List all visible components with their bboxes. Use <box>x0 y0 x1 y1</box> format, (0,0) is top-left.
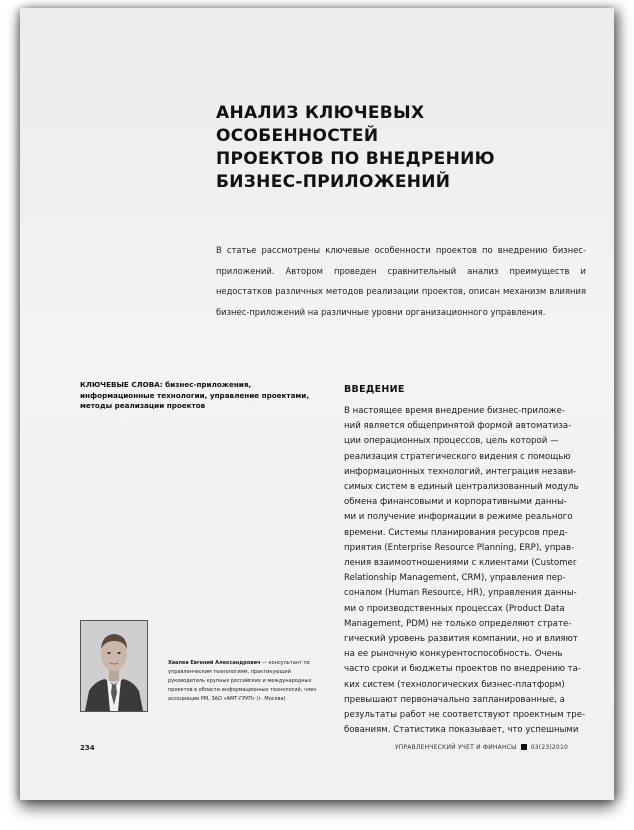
article-title <box>216 102 576 194</box>
body-line: симых систем в единый централизованный модуль <box>344 482 579 493</box>
body-line: ний является общепринятой формой автоматиза- <box>344 421 572 432</box>
body-line: В настоящее время внедрение бизнес-приложе- <box>344 406 565 416</box>
author-name: Хвалев Евгений Александрович <box>168 660 261 666</box>
body-line: соналом (Human Resource, HR), управления данны- <box>344 588 577 599</box>
title-line: БИЗНЕС-ПРИЛОЖЕНИЙ <box>216 172 451 192</box>
journal-footer <box>395 744 568 751</box>
journal-issue: 03(23)2010 <box>530 744 568 751</box>
article-body <box>344 404 618 738</box>
body-line: времени. Системы планирования ресурсов пред- <box>344 527 568 538</box>
journal-name: УПРАВЛЕНЧЕСКИЙ УЧЕТ И ФИНАНСЫ <box>394 744 517 751</box>
body-line: Management, PDM) не только определяют страте- <box>344 618 572 629</box>
keywords-block <box>80 380 318 412</box>
article-abstract: В статье рассмотрены ключевые особенности проектов по внедрению бизнес-приложений. Автором проведен сравнительный анализ преимуществ и недостатков различных методов реализации проектов, описан механизм влияния бизнес-приложений на различные уровни организационного управления. <box>216 245 586 317</box>
keywords-label: КЛЮЧЕВЫЕ СЛОВА: <box>80 380 163 389</box>
section-heading: ВВЕДЕНИЕ <box>344 384 405 395</box>
title-line: АНАЛИЗ КЛЮЧЕВЫХ ОСОБЕННОСТЕЙ <box>216 103 425 146</box>
body-line: результаты работ не соответствуют проектным тре- <box>344 710 586 721</box>
body-line: ции операционных процессов, цель которой — <box>344 436 559 447</box>
body-line: ми и получение информации в режиме реального <box>344 512 573 523</box>
square-bullet-icon <box>521 744 527 750</box>
page-number: 234 <box>80 744 95 752</box>
body-line: ми о производственных процессах (Product Data <box>344 603 565 614</box>
author-photo <box>80 620 148 712</box>
keywords-text: бизнес-приложения, информационные технологии, управление проектами, методы реализации проектов <box>80 380 310 410</box>
body-line: на ее рыночную конкурентоспособность. Очень <box>344 649 563 660</box>
body-line: бованиям. Статистика показывает, что успешными <box>344 725 579 736</box>
body-line: ления взаимоотношениями с клиентами (Customer <box>344 558 577 569</box>
body-line: информационных технологий, интеграция незави- <box>344 466 577 477</box>
body-line: Relationship Management, CRM), управления пер- <box>344 573 566 584</box>
author-portrait-image <box>81 621 147 711</box>
body-line: гический уровень развития компании, но и влияют <box>344 634 578 645</box>
title-line: ПРОЕКТОВ ПО ВНЕДРЕНИЮ <box>216 149 495 169</box>
body-line: приятия (Enterprise Resource Planning, ERP), управ- <box>344 542 575 553</box>
author-bio <box>168 659 324 704</box>
body-line: превышают первоначально запланированные, а <box>344 694 565 705</box>
body-line: обмена финансовыми и корпоративными данны- <box>344 497 568 508</box>
body-line: реализация стратегического видения с помощью <box>344 451 571 462</box>
magazine-page <box>20 8 614 800</box>
body-line: часто сроки и бюджеты проектов по внедрению та- <box>344 664 582 675</box>
author-description: — консультант по управленческим технологиям, практикующий руководитель крупных российских и международных проектов в области информационных технологий, член ассоциации РМ, ЗАО «АМТ-ГРУП» (г. Москва) <box>168 660 317 702</box>
body-line: ких систем (технологических бизнес-платформ) <box>344 679 565 690</box>
